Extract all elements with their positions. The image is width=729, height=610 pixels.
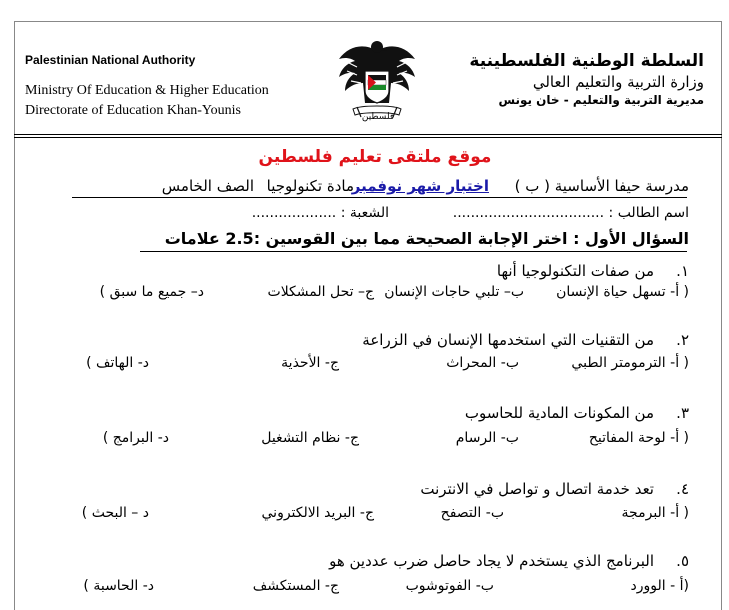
q5-option-c: ج- المستكشف	[252, 578, 339, 594]
q4-option-c: ج- البريد الالكتروني	[261, 505, 374, 521]
en-authority: Palestinian National Authority	[25, 53, 196, 67]
page-frame-right	[721, 21, 722, 610]
q2-text: من التقنيات التي استخدمها الإنسان في الزراعة	[362, 331, 654, 349]
q1-option-b: ب– تلبي حاجات الإنسان	[384, 284, 524, 300]
q1-option-a: ( أ- تسهل حياة الإنسان	[556, 284, 689, 300]
q3-option-c: ج- نظام التشغيل	[261, 430, 359, 446]
q2-option-a: ( أ- الترمومتر الطبي	[571, 355, 689, 371]
q5-text: البرنامج الذي يستخدم لا يجاد حاصل ضرب عددين هو	[329, 552, 654, 570]
en-directorate: Directorate of Education Khan-Younis	[25, 103, 241, 118]
section1-title: السؤال الأول : اختر الإجابة الصحيحة مما بين القوسين :2.5 علامات	[164, 229, 689, 248]
q1-text: من صفات التكنولوجيا أنها	[496, 262, 654, 280]
q4-option-d: د – البحث )	[81, 505, 149, 521]
q5-option-b: ب- الفوتوشوب	[405, 578, 494, 594]
q4-option-b: ب- التصفح	[440, 505, 504, 521]
ar-ministry: وزارة التربية والتعليم العالي	[532, 73, 704, 91]
grade-label: الصف الخامس	[161, 177, 254, 195]
site-title: موقع ملتقى تعليم فلسطين	[258, 147, 492, 167]
section-label: الشعبة : ...................	[251, 205, 389, 221]
page-frame-left	[14, 21, 15, 610]
q5-option-a: (أ - الوورد	[630, 578, 689, 594]
q3-option-b: ب- الرسام	[455, 430, 519, 446]
ar-authority: السلطة الوطنية الفلسطينية	[469, 51, 704, 71]
q1-option-d: د– جميع ما سبق )	[99, 284, 204, 300]
student-name-label: اسم الطالب : ..................................	[452, 205, 689, 221]
q2-option-d: د- الهاتف )	[86, 355, 149, 371]
school-name: مدرسة حيفا الأساسية ( ب )	[514, 177, 689, 195]
exam-line-underline	[72, 197, 687, 198]
section1-underline	[140, 251, 687, 252]
q5-number: ٥.	[676, 552, 689, 570]
q3-text: من المكونات المادية للحاسوب	[464, 404, 654, 422]
q3-option-d: د- البرامج )	[102, 430, 169, 446]
page-frame-top	[14, 21, 722, 22]
q4-text: تعد خدمة اتصال و تواصل في الانترنت	[420, 480, 654, 498]
header-divider	[14, 134, 722, 135]
q2-number: ٢.	[676, 331, 689, 349]
subject-label: مادة تكنولوجيا	[266, 177, 354, 195]
emblem-caption: فلسطين	[361, 112, 395, 122]
exam-title: اختبار شهر نوفمبر	[351, 177, 489, 195]
en-ministry: Ministry Of Education & Higher Education	[25, 83, 269, 98]
q5-option-d: د- الحاسبة )	[83, 578, 154, 594]
header-divider-2	[14, 137, 722, 138]
q2-option-c: ج- الأحذية	[281, 355, 339, 371]
q3-option-a: ( أ- لوحة المفاتيح	[588, 430, 689, 446]
q2-option-b: ب- المحراث	[446, 355, 519, 371]
q3-number: ٣.	[676, 404, 689, 422]
q4-option-a: ( أ- البرمجة	[621, 505, 689, 521]
ar-directorate: مديرية التربية والتعليم - خان يونس	[498, 93, 704, 107]
q4-number: ٤.	[676, 480, 689, 498]
q1-option-c: ج– تحل المشكلات	[267, 284, 374, 300]
q1-number: ١.	[676, 262, 689, 280]
